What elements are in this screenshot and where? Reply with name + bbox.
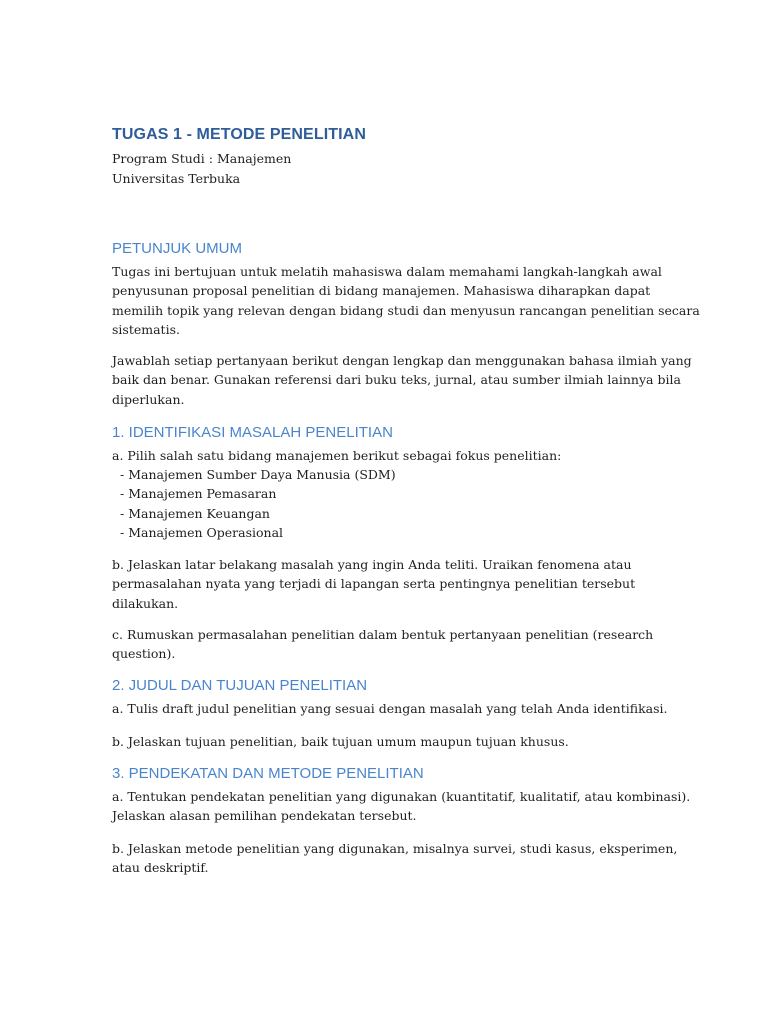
text-line: a. Pilih salah satu bidang manajemen berikut sebagai fokus penelitian: — [112, 448, 562, 463]
text-line: sistematis. — [112, 322, 180, 338]
text-line: b. Jelaskan tujuan penelitian, baik tujuan umum maupun tujuan khusus. — [112, 734, 569, 749]
petunjuk-paragraph-2 — [112, 351, 692, 409]
section1-question-c — [112, 625, 664, 664]
document-title: TUGAS 1 - METODE PENELITIAN — [112, 126, 366, 143]
section3-question-b — [112, 839, 678, 878]
text-line: question). — [112, 646, 176, 662]
text-line: Jelaskan alasan pemilihan pendekatan tersebut. — [112, 808, 417, 824]
section1-question-b — [112, 555, 664, 613]
text-line: b. Jelaskan metode penelitian yang digunakan, misalnya survei, studi kasus, eksperimen, — [112, 841, 678, 856]
text-line: Tugas ini bertujuan untuk melatih mahasiswa dalam memahami langkah-langkah awal — [112, 264, 662, 279]
text-line: memilih topik yang relevan dengan bidang studi dan menyusun rancangan penelitian secara — [112, 302, 700, 318]
text-line: a. Tulis draft judul penelitian yang sesuai dengan masalah yang telah Anda identifikasi. — [112, 701, 668, 716]
text-line: penyusunan proposal penelitian di bidang manajemen. Mahasiswa diharapkan dapat — [112, 283, 651, 299]
university-name: Universitas Terbuka — [112, 171, 241, 186]
text-line: b. Jelaskan latar belakang masalah yang ingin Anda teliti. Uraikan fenomena atau — [112, 557, 632, 572]
text-line: atau deskriptif. — [112, 860, 209, 876]
heading-petunjuk-umum: PETUNJUK UMUM — [112, 240, 242, 257]
text-line: diperlukan. — [112, 391, 185, 407]
heading-section-2: 2. JUDUL DAN TUJUAN PENELITIAN — [112, 677, 368, 694]
section1-question-a — [112, 446, 664, 465]
petunjuk-paragraph-1 — [112, 262, 700, 340]
text-line: a. Tentukan pendekatan penelitian yang digunakan (kuantitatif, kualitatif, atau kombinasi). — [112, 789, 691, 804]
text-line: baik dan benar. Gunakan referensi dari buku teks, jurnal, atau sumber ilmiah lainnya bila — [112, 372, 681, 388]
list-item: - Manajemen Sumber Daya Manusia (SDM) — [120, 467, 396, 482]
section2-question-b — [112, 732, 664, 751]
text-line: Jawablah setiap pertanyaan berikut dengan lengkap dan menggunakan bahasa ilmiah yang — [112, 353, 692, 368]
text-line: c. Rumuskan permasalahan penelitian dalam bentuk pertanyaan penelitian (research — [112, 627, 654, 642]
text-line: permasalahan nyata yang terjadi di lapangan serta pentingnya penelitian tersebut — [112, 576, 636, 592]
heading-section-3: 3. PENDEKATAN DAN METODE PENELITIAN — [112, 765, 424, 782]
section3-question-a — [112, 787, 691, 826]
list-item: - Manajemen Pemasaran — [120, 486, 277, 502]
text-line: dilakukan. — [112, 595, 179, 611]
management-field-options — [120, 465, 396, 543]
list-item: - Manajemen Keuangan — [120, 505, 270, 521]
heading-section-1: 1. IDENTIFIKASI MASALAH PENELITIAN — [112, 424, 393, 441]
list-item: - Manajemen Operasional — [120, 525, 284, 541]
program-studi: Program Studi : Manajemen — [112, 151, 292, 166]
section2-question-a — [112, 699, 668, 718]
